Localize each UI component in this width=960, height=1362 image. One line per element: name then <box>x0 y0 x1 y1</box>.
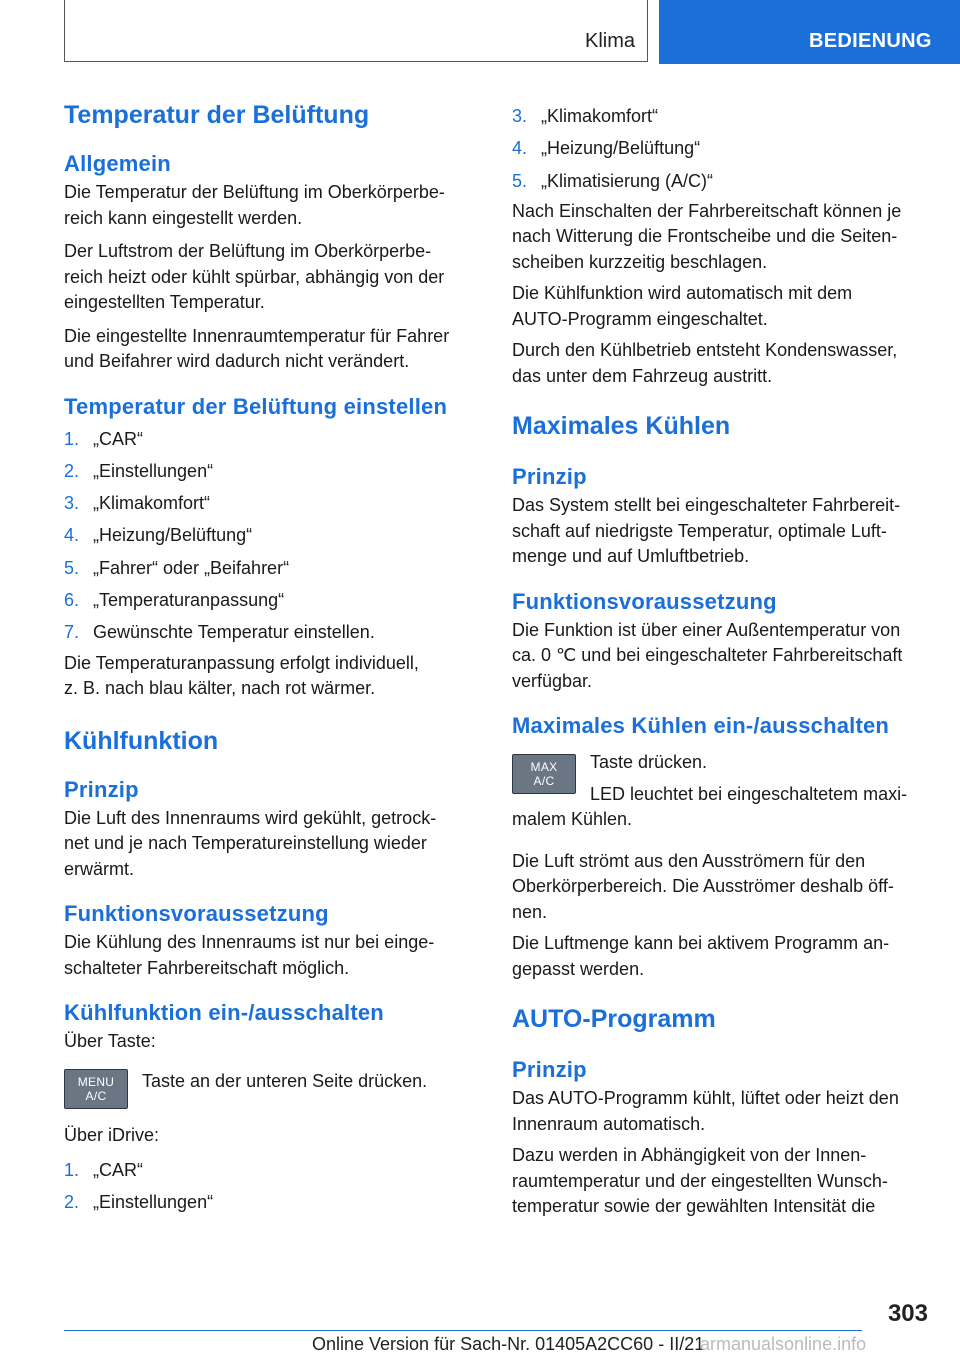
allgemein-paragraph-3: Die eingestellte Innenraumtemperatur für Fahrer und Beifahrer wird dadurch nicht verändert. <box>64 325 450 371</box>
list-item-number: 4. <box>512 138 528 159</box>
list-item <box>64 427 478 453</box>
list-item <box>64 523 478 549</box>
page-number: 303 <box>887 1300 928 1327</box>
menu-ac-button-icon <box>64 1069 128 1109</box>
prinzip-paragraph: Die Luft des Innenraums wird gekühlt, getrock- net und je nach Temperatureinstellung wieder erwärmt. <box>64 807 437 879</box>
list-item-text: „Klimatisierung (A/C)“ <box>541 170 714 191</box>
heading-funktionsvoraussetzung: Funktionsvoraussetzung <box>64 901 329 927</box>
max-ac-text-2: LED leuchtet bei eingeschaltetem maxi- <box>590 783 908 804</box>
list-item-number: 7. <box>64 622 80 643</box>
auto-paragraph-1: Das AUTO-Programm kühlt, lüftet oder heizt den Innenraum automatisch. <box>512 1088 899 1134</box>
list-item-text: „Klimakomfort“ <box>93 493 211 514</box>
list-item-text: Gewünschte Temperatur einstellen. <box>93 622 375 643</box>
idrive-steps <box>64 1158 478 1216</box>
right-paragraph-5: Die Luftmenge kann bei aktivem Programm an- gepasst werden. <box>512 933 890 979</box>
list-item-number: 3. <box>64 493 80 514</box>
continued-steps <box>512 104 932 194</box>
list-item <box>64 556 478 582</box>
heading-kuehlfunktion: Kühlfunktion <box>64 726 219 755</box>
footer-online-version: Online Version für Sach-Nr. 01405A2CC60 - II/21 <box>312 1334 705 1354</box>
list-item-number: 1. <box>64 1160 80 1181</box>
list-item <box>512 169 932 195</box>
heading-einstellen: Temperatur der Belüftung einstellen <box>64 393 448 419</box>
heading-max-funktionsvoraussetzung: Funktionsvoraussetzung <box>512 588 777 614</box>
list-item <box>64 459 478 485</box>
heading-maximales-kuehlen: Maximales Kühlen <box>512 412 731 441</box>
auto-paragraph-2: Dazu werden in Abhängigkeit von der Innen- raumtemperatur und der eingestellten Wunsch- temperatur sowie der gewählten Intensität die <box>512 1145 888 1217</box>
allgemein-paragraph-1: Die Temperatur der Belüftung im Oberkörperbe- reich kann eingestellt werden. <box>64 182 445 228</box>
allgemein-paragraph-2: Der Luftstrom der Belüftung im Oberkörperbe- reich heizt oder kühlt spürbar, abhängig von der eingestellten Temperatur. <box>64 241 445 312</box>
list-item <box>64 491 478 517</box>
menu-ac-line2: A/C <box>85 1088 107 1103</box>
funktionsvoraussetzung-paragraph: Die Kühlung des Innenraums ist nur bei einge- schalteter Fahrbereitschaft möglich. <box>64 932 435 978</box>
max-ac-text-1: Taste drücken. <box>590 752 708 773</box>
header-tab <box>659 0 960 64</box>
einstellen-steps <box>64 427 478 646</box>
header-box <box>64 0 648 62</box>
right-column <box>512 104 932 1220</box>
header-tab-label: BEDIENUNG <box>809 30 932 52</box>
menu-ac-text: Taste an der unteren Seite drücken. <box>142 1070 428 1091</box>
list-item-text: „CAR“ <box>93 1160 143 1181</box>
max-ac-texts <box>590 750 907 807</box>
list-item <box>512 136 932 162</box>
list-item-text: „Temperaturanpassung“ <box>93 589 285 610</box>
list-item-text: „Heizung/Belüftung“ <box>541 138 701 159</box>
right-paragraph-3: Durch den Kühlbetrieb entsteht Kondenswasser, das unter dem Fahrzeug austritt. <box>512 340 898 386</box>
page-title: Temperatur der Belüftung <box>64 101 370 129</box>
heading-ein-ausschalten: Kühlfunktion ein-/ausschalten <box>64 1000 384 1026</box>
right-paragraph-1: Nach Einschalten der Fahrbereitschaft können je nach Witterung die Frontscheibe und die Seiten- scheiben kurzzeitig beschlagen. <box>512 200 902 272</box>
right-paragraph-4: Die Luft strömt aus den Ausströmern für den Oberkörperbereich. Die Ausströmer deshalb öff- nen. <box>512 850 894 922</box>
heading-prinzip: Prinzip <box>64 776 139 802</box>
list-item-number: 1. <box>64 428 80 449</box>
heading-auto-prinzip: Prinzip <box>512 1057 587 1083</box>
header-section: Klima <box>584 30 635 52</box>
list-item-text: „Heizung/Belüftung“ <box>93 525 253 546</box>
heading-auto-programm: AUTO-Programm <box>512 1005 716 1034</box>
heading-allgemein: Allgemein <box>64 151 171 176</box>
einstellen-note: Die Temperaturanpassung erfolgt individuell, z. B. nach blau kälter, nach rot wärmer. <box>64 652 419 699</box>
max-ac-line2: A/C <box>533 774 555 789</box>
max-ac-button-icon <box>512 754 576 794</box>
list-item-number: 5. <box>512 170 528 191</box>
list-item-text: „Einstellungen“ <box>93 1192 214 1213</box>
list-item-number: 2. <box>64 460 80 481</box>
footer-divider <box>64 1330 862 1331</box>
list-item-text: „CAR“ <box>93 428 143 449</box>
max-funktionsvoraussetzung-paragraph: Die Funktion ist über einer Außentemperatur von ca. 0 ℃ und bei eingeschalteter Fahrbereitschaft verfügbar. <box>512 619 903 691</box>
ueber-idrive-label: Über iDrive: <box>64 1124 160 1145</box>
max-ac-line1: MAX <box>530 760 558 775</box>
list-item-text: „Einstellungen“ <box>93 460 214 481</box>
heading-max-prinzip: Prinzip <box>512 464 587 490</box>
list-item <box>64 1190 478 1216</box>
list-item-text: „Klimakomfort“ <box>541 106 659 126</box>
watermark: armanualsonline.info <box>700 1334 867 1354</box>
max-ac-row <box>512 750 932 807</box>
list-item-number: 3. <box>512 106 528 126</box>
heading-max-ein-ausschalten: Maximales Kühlen ein-/ausschalten <box>512 713 890 739</box>
list-item-number: 4. <box>64 525 80 546</box>
list-item <box>64 1158 478 1184</box>
menu-ac-line1: MENU <box>77 1074 115 1089</box>
ueber-taste-label: Über Taste: <box>64 1031 156 1052</box>
menu-ac-row <box>64 1069 478 1109</box>
max-prinzip-paragraph: Das System stellt bei eingeschalteter Fahrbereit- schaft auf niedrigste Temperatur, optimale Luft- menge und auf Umluftbetrieb. <box>512 495 901 567</box>
list-item-number: 6. <box>64 589 80 610</box>
right-paragraph-2: Die Kühlfunktion wird automatisch mit dem AUTO-Programm eingeschaltet. <box>512 283 853 329</box>
list-item-number: 5. <box>64 557 80 578</box>
list-item <box>64 588 478 614</box>
list-item <box>64 620 478 646</box>
max-ac-text-3: malem Kühlen. <box>512 809 633 830</box>
left-column <box>64 100 478 1223</box>
list-item-text: „Fahrer“ oder „Beifahrer“ <box>93 557 290 578</box>
list-item-number: 2. <box>64 1192 80 1213</box>
list-item <box>512 104 932 130</box>
